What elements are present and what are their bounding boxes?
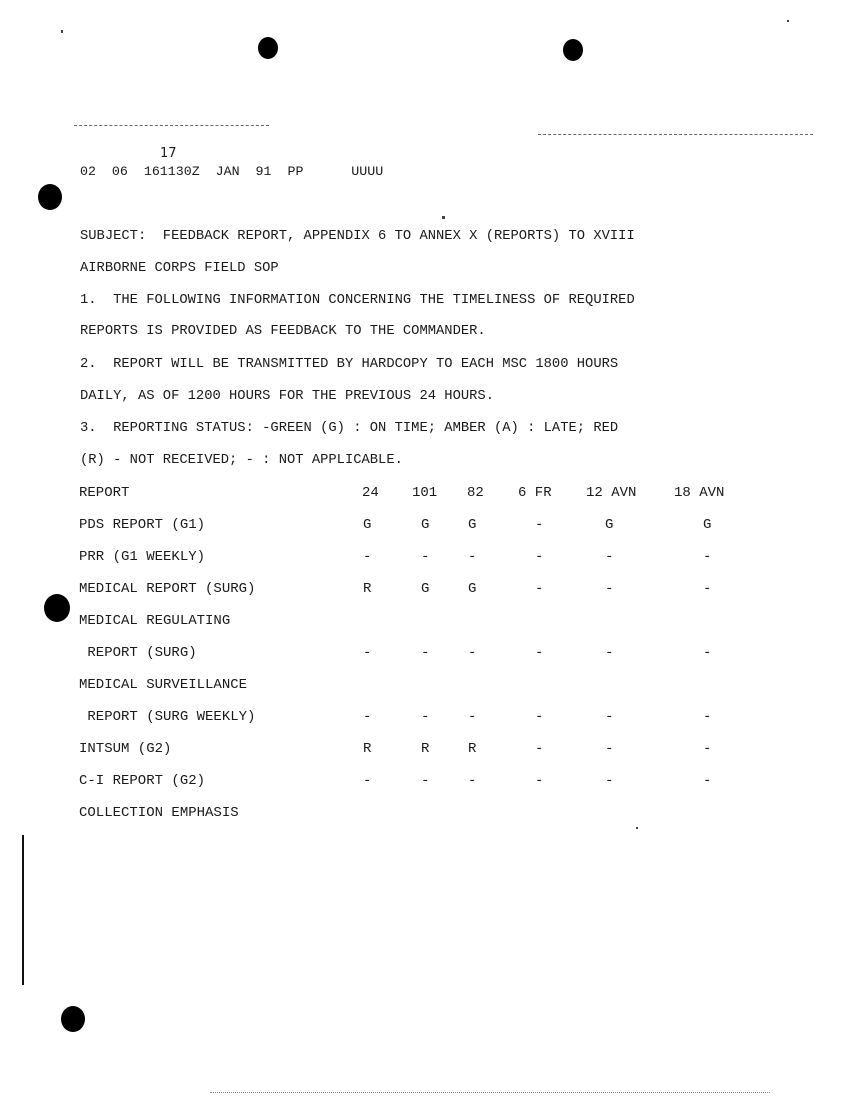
table-cell-status: - [703,645,712,661]
table-cell-status: G [421,517,430,533]
paragraph-2-line: 2. REPORT WILL BE TRANSMITTED BY HARDCOPY TO EACH MSC 1800 HOURS [80,357,619,372]
table-cell-status: - [535,517,544,533]
table-cell-status: - [363,709,372,725]
table-cell-status: R [363,741,372,757]
table-cell-status: G [605,517,614,533]
table-cell-status: - [363,549,372,565]
table-row-label: INTSUM (G2) [79,741,172,757]
paragraph-3-line: 3. REPORTING STATUS: -GREEN (G) : ON TIME; AMBER (A) : LATE; RED [80,421,619,436]
table-cell-status: - [363,773,372,789]
table-row-label: PDS REPORT (G1) [79,517,206,533]
table-cell-status: G [468,581,477,597]
table-header-col: 12 AVN [586,485,637,501]
table-cell-status: - [468,773,477,789]
table-cell-status: - [535,773,544,789]
table-cell-status: - [535,645,544,661]
table-cell-status: - [535,741,544,757]
message-header-line: 02 06 161130Z JAN 91 PP UUUU [80,164,384,179]
table-cell-status: - [605,709,614,725]
subject-line: AIRBORNE CORPS FIELD SOP [80,261,279,276]
table-cell-status: - [468,549,477,565]
table-cell-status: - [421,773,430,789]
table-cell-status: - [703,709,712,725]
table-row-label: COLLECTION EMPHASIS [79,805,239,821]
table-cell-status: - [535,709,544,725]
table-cell-status: - [605,773,614,789]
table-cell-status: R [468,741,477,757]
table-cell-status: - [535,549,544,565]
table-cell-status: - [605,741,614,757]
table-header-col: 24 [362,485,379,501]
table-cell-status: - [535,581,544,597]
table-cell-status: - [421,645,430,661]
handwritten-note: 17 [160,146,177,161]
table-cell-status: - [605,645,614,661]
table-cell-status: - [468,709,477,725]
table-header-report: REPORT [79,485,130,501]
table-row-label: REPORT (SURG WEEKLY) [79,709,256,725]
table-row-label: MEDICAL REPORT (SURG) [79,581,256,597]
table-cell-status: - [363,645,372,661]
paragraph-2-line: DAILY, AS OF 1200 HOURS FOR THE PREVIOUS 24 HOURS. [80,389,494,404]
table-row-label: C-I REPORT (G2) [79,773,206,789]
table-cell-status: - [605,549,614,565]
table-cell-status: - [703,549,712,565]
table-cell-status: R [421,741,430,757]
table-cell-status: R [363,581,372,597]
table-header-col: 82 [467,485,484,501]
table-row-label: MEDICAL REGULATING [79,613,231,629]
table-row-label: REPORT (SURG) [79,645,197,661]
paragraph-1-line: REPORTS IS PROVIDED AS FEEDBACK TO THE COMMANDER. [80,324,486,339]
table-cell-status: G [421,581,430,597]
table-cell-status: - [703,773,712,789]
paragraph-3-line: (R) - NOT RECEIVED; - : NOT APPLICABLE. [80,453,403,468]
subject-line: SUBJECT: FEEDBACK REPORT, APPENDIX 6 TO ANNEX X (REPORTS) TO XVIII [80,229,635,244]
table-cell-status: - [421,549,430,565]
table-cell-status: G [363,517,372,533]
table-cell-status: - [421,709,430,725]
table-row-label: PRR (G1 WEEKLY) [79,549,206,565]
table-header-col: 101 [412,485,438,501]
paragraph-1-line: 1. THE FOLLOWING INFORMATION CONCERNING THE TIMELINESS OF REQUIRED [80,293,635,308]
table-cell-status: G [703,517,712,533]
table-header-col: 18 AVN [674,485,725,501]
table-header-col: 6 FR [518,485,552,501]
table-cell-status: - [703,581,712,597]
table-row-label: MEDICAL SURVEILLANCE [79,677,248,693]
table-cell-status: - [605,581,614,597]
table-cell-status: G [468,517,477,533]
table-cell-status: - [468,645,477,661]
table-cell-status: - [703,741,712,757]
